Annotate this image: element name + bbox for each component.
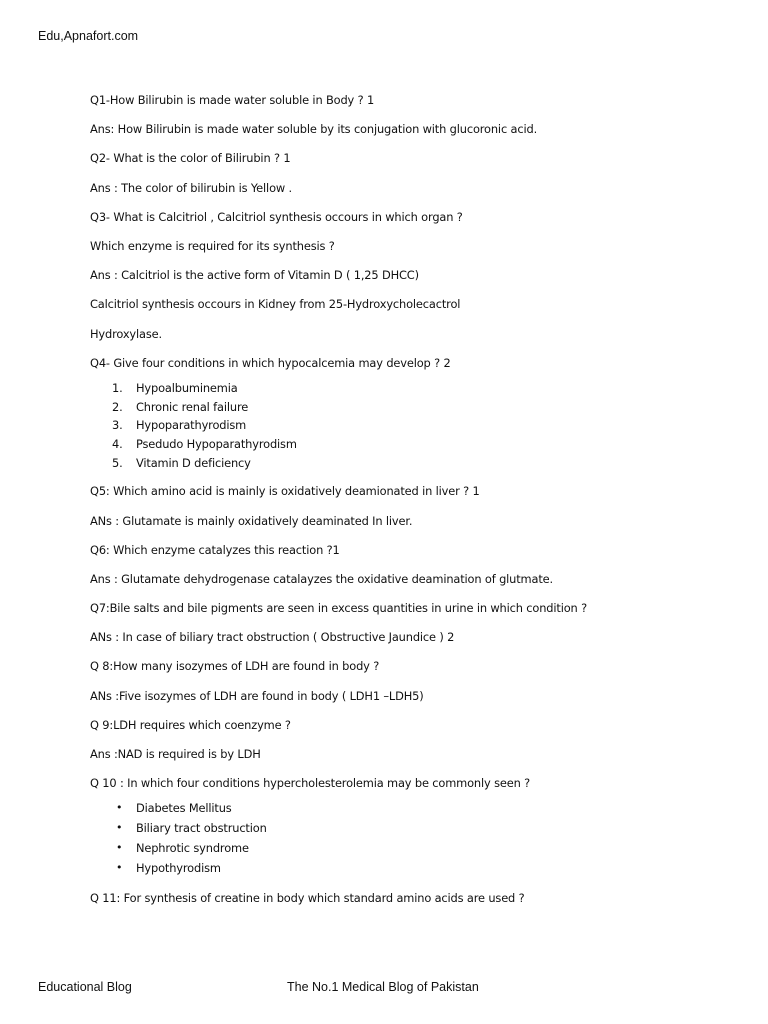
bullet-list-q10: [90, 800, 730, 879]
question-q3-part2: Which enzyme is required for its synthesis ?: [90, 238, 335, 253]
answer-q1: Ans: How Bilirubin is made water soluble by its conjugation with glucoronic acid.: [90, 122, 538, 137]
question-q11: Q 11: For synthesis of creatine in body which standard amino acids are used ?: [90, 890, 525, 905]
question-q3: Q3- What is Calcitriol , Calcitriol synthesis occours in which organ ?: [90, 209, 463, 224]
list-marker: 2.: [112, 399, 123, 414]
answer-q7: ANs : In case of biliary tract obstruction ( Obstructive Jaundice ) 2: [90, 630, 455, 645]
question-q5: Q5: Which amino acid is mainly is oxidatively deamionated in liver ? 1: [90, 484, 480, 499]
list-item-text: Vitamin D deficiency: [136, 455, 251, 470]
footer-right-text: The No.1 Medical Blog of Pakistan: [287, 980, 479, 994]
list-marker: 1.: [112, 380, 123, 395]
site-header: Edu,Apnafort.com: [38, 29, 139, 43]
list-item-text: Chronic renal failure: [136, 399, 249, 414]
list-item: [90, 800, 730, 820]
list-item-text: Hypoalbuminemia: [136, 380, 238, 395]
bullet-marker: •: [116, 840, 123, 854]
list-item-text: Nephrotic syndrome: [136, 840, 249, 855]
answer-q3: Ans : Calcitriol is the active form of Vitamin D ( 1,25 DHCC): [90, 268, 419, 283]
answer-q8: ANs :Five isozymes of LDH are found in body ( LDH1 –LDH5): [90, 688, 424, 703]
answer-q2: Ans : The color of bilirubin is Yellow .: [90, 180, 292, 195]
list-item-text: Biliary tract obstruction: [136, 821, 267, 836]
answer-q6: Ans : Glutamate dehydrogenase catalayzes the oxidative deamination of glutmate.: [90, 571, 553, 586]
footer-left-text: Educational Blog: [38, 980, 132, 994]
qa-content: [90, 92, 730, 919]
question-q1: Q1-How Bilirubin is made water soluble in Body ? 1: [90, 93, 375, 107]
list-marker: 4.: [112, 436, 123, 451]
question-q9: Q 9:LDH requires which coenzyme ?: [90, 717, 291, 732]
question-q7: Q7:Bile salts and bile pigments are seen in excess quantities in urine in which condition ?: [90, 601, 587, 616]
list-marker: 3.: [112, 418, 123, 433]
question-q6: Q6: Which enzyme catalyzes this reaction ?1: [90, 542, 340, 557]
answer-q3-line2: Calcitriol synthesis occours in Kidney from 25-Hydroxycholecactrol: [90, 297, 461, 312]
list-marker: 5.: [112, 455, 123, 470]
list-item: [90, 380, 730, 399]
question-q8: Q 8:How many isozymes of LDH are found in body ?: [90, 659, 380, 674]
list-item-text: Hypothyrodism: [136, 860, 221, 875]
list-item: [90, 436, 730, 455]
list-item: [90, 417, 730, 436]
bullet-marker: •: [116, 801, 123, 815]
bullet-marker: •: [116, 860, 123, 874]
list-item: [90, 820, 730, 840]
list-item-text: Psedudo Hypoparathyrodism: [136, 436, 297, 451]
numbered-list-q4: [90, 380, 730, 473]
list-item: [90, 455, 730, 474]
answer-q5: ANs : Glutamate is mainly oxidatively deaminated In liver.: [90, 513, 413, 528]
question-q4: Q4- Give four conditions in which hypocalcemia may develop ? 2: [90, 355, 451, 370]
bullet-marker: •: [116, 821, 123, 835]
list-item: [90, 399, 730, 418]
question-q2: Q2- What is the color of Bilirubin ? 1: [90, 151, 291, 166]
answer-q9: Ans :NAD is required is by LDH: [90, 747, 261, 761]
list-item: [90, 840, 730, 860]
list-item-text: Diabetes Mellitus: [136, 801, 232, 816]
list-item-text: Hypoparathyrodism: [136, 418, 247, 433]
answer-q3-line3: Hydroxylase.: [90, 326, 162, 341]
list-item: [90, 860, 730, 880]
question-q10: Q 10 : In which four conditions hypercholesterolemia may be commonly seen ?: [90, 776, 531, 791]
